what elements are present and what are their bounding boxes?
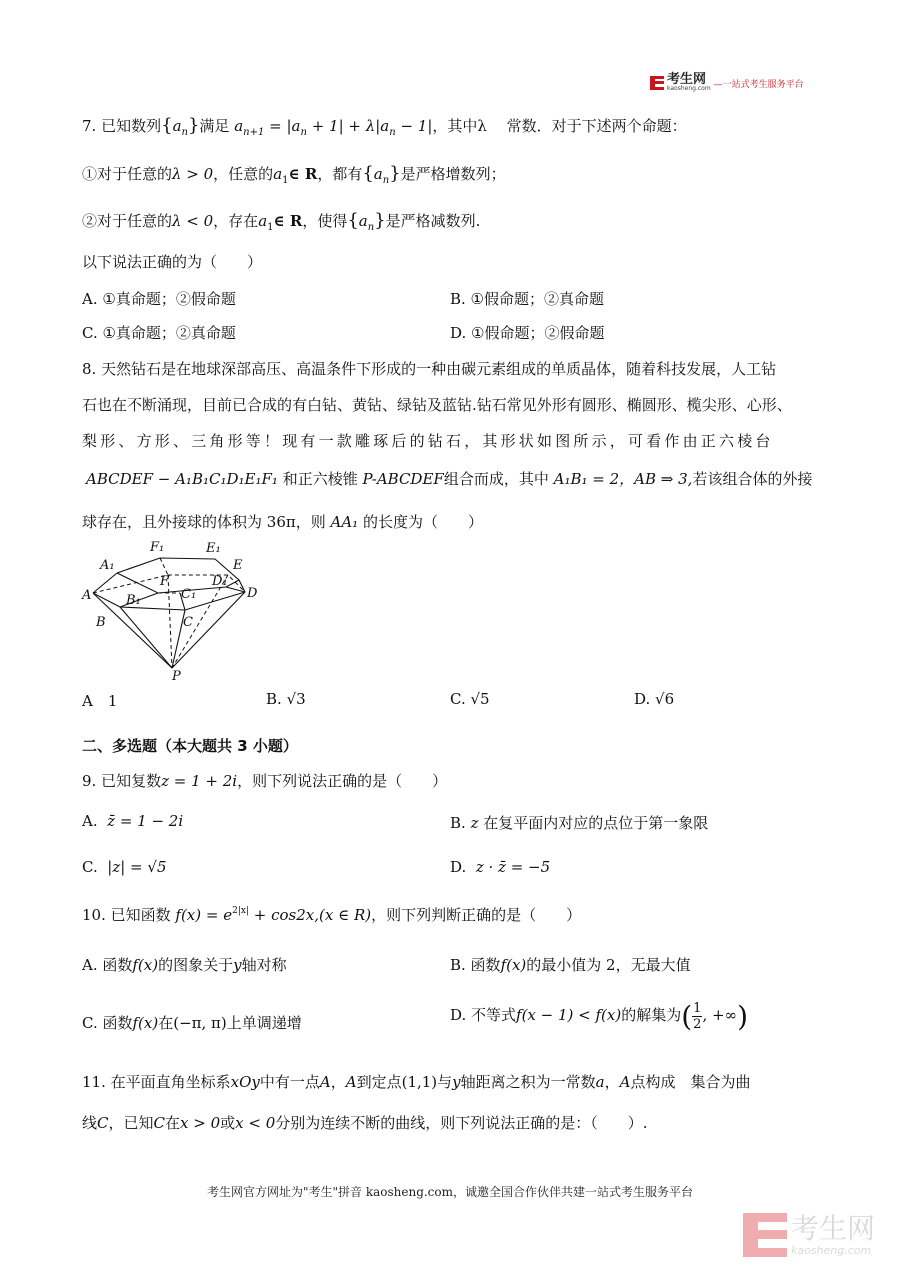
label-e1: E₁ — [206, 541, 221, 556]
q8-option-a: A 1 — [82, 692, 118, 710]
diamond-diagram — [80, 535, 270, 683]
edge-a-a1 — [93, 573, 117, 593]
logo-slogan: —一站式考生服务平台 — [713, 79, 804, 90]
q7-option-b: B. ①假命题；②真命题 — [450, 290, 605, 308]
label-b1: B₁ — [126, 593, 141, 608]
label-d1: D₁ — [212, 574, 228, 589]
q7-option-d: D. ①假命题；②假命题 — [450, 324, 605, 342]
middle-hexagon-front-edge — [93, 592, 245, 610]
q10-stem: 10. 已知函数 $f(x) = e^{2|x|} + \cos 2x,(x$ ∈ R)，则下列判断正确的是（ ） — [82, 906, 582, 924]
watermark-name: 考生网 — [790, 1211, 875, 1245]
q8-option-c: C. √5 — [450, 690, 490, 708]
q10-option-c: C. 函数f(x)在(−π, π)上单调递增 — [82, 1014, 302, 1032]
watermark-mark-icon — [743, 1213, 787, 1257]
q9-option-d: D. z · z̄ = −5 — [450, 858, 551, 876]
q9-option-b: B. z 在复平面内对应的点位于第一象限 — [450, 814, 709, 832]
label-p: P — [172, 669, 181, 683]
q7-stem: 7. 已知数列$\{a_n\}$满足 $a_{n+1} = |a_n + 1| + \lambda|a_n - 1|$，其中λ 常数．对于下述两个命题： — [82, 115, 687, 138]
q11-line-1: 11. 在平面直角坐标系xOy中有一点A，A到定点(1,1)与y轴距离之积为一常数a，A点构成 集合为曲 — [82, 1073, 751, 1091]
q8-option-d: D. √6 — [634, 690, 675, 708]
label-b: B — [96, 615, 106, 630]
label-f: F — [160, 574, 170, 589]
label-d: D — [247, 586, 258, 601]
q8-line-5: 球存在，且外接球的体积为 36π，则 AA₁ 的长度为（ ） — [82, 513, 483, 531]
q7-prompt: 以下说法正确的为（ ） — [82, 253, 263, 271]
section-2-heading: 二、多选题（本大题共 3 小题） — [82, 737, 298, 755]
q10-option-a: A. 函数f(x)的图象关于y轴对称 — [82, 956, 287, 974]
q7-proposition-2: ②对于任意的λ < 0，存在$a_1\in$ R，使得$\{a_n\}$是严格减数列. — [82, 210, 481, 233]
watermark-domain: kaosheng.com — [790, 1243, 872, 1257]
hidden-edge-f-f1 — [160, 558, 168, 575]
edge-b-p — [120, 607, 172, 668]
q7-option-a: A. ①真命题；②假命题 — [82, 290, 236, 308]
header-logo — [650, 74, 804, 92]
label-c1: C₁ — [181, 587, 197, 602]
q9-option-c: C. |z| = √5 — [82, 858, 167, 876]
q7-proposition-1: ①对于任意的λ > 0，任意的$a_1\in$ R，都有$\{a_n\}$是严格增数列； — [82, 163, 506, 186]
label-f1: F₁ — [150, 540, 165, 555]
q9-option-a: A. z̄ = 1 − 2i — [82, 812, 184, 830]
q7-option-c: C. ①真命题；②真命题 — [82, 324, 236, 342]
label-a: A — [82, 588, 92, 603]
q8-line-4: ABCDEF − A₁B₁C₁D₁E₁F₁ 和正六棱锥 P-ABCDEF组合而成，其中 A₁B₁ = 2，AB ⇒ 3,若该组合体的外接 — [86, 470, 813, 488]
logo-domain: kaosheng.com — [667, 85, 711, 92]
q11-line-2: 线C，已知C在x > 0或x < 0分别为连续不断的曲线，则下列说法正确的是：（ ）. — [82, 1114, 648, 1132]
q10-option-b: B. 函数f(x)的最小值为 2，无最大值 — [450, 956, 691, 974]
watermark-logo — [743, 1213, 875, 1257]
q8-line-1: 8. 天然钻石是在地球深部高压、高温条件下形成的一种由碳元素组成的单质晶体，随着科技发展，人工钻 — [82, 360, 777, 378]
q8-line-3: 梨形、方形、三角形等！现有一款雕琢后的钻石，其形状如图所示，可看作由正六棱台 — [82, 432, 774, 450]
fraction-one-half: $\frac{1}{2}$ — [693, 1000, 702, 1032]
label-c: C — [183, 615, 193, 630]
label-e: E — [233, 558, 243, 573]
q10-option-d: D. 不等式f(x − 1) < f(x)的解集为( $\frac{1}{2}$, +∞) — [450, 1000, 748, 1033]
q8-line-2: 石也在不断涌现，目前已合成的有白钻、黄钻、绿钻及蓝钻.钻石常见外形有圆形、椭圆形、榄尖形、心形、 — [82, 396, 792, 414]
logo-mark-icon — [650, 76, 664, 90]
q9-stem: 9. 已知复数z = 1 + 2i，则下列说法正确的是（ ） — [82, 772, 448, 790]
q8-option-b: B. √3 — [266, 690, 306, 708]
footer-text: 考生网官方网址为"考生"拼音 kaosheng.com，诚邀全国合作伙伴共建一站式考生服务平台 — [206, 1185, 694, 1199]
label-a1: A₁ — [100, 558, 115, 573]
logo-name: 考生网 — [667, 72, 707, 87]
